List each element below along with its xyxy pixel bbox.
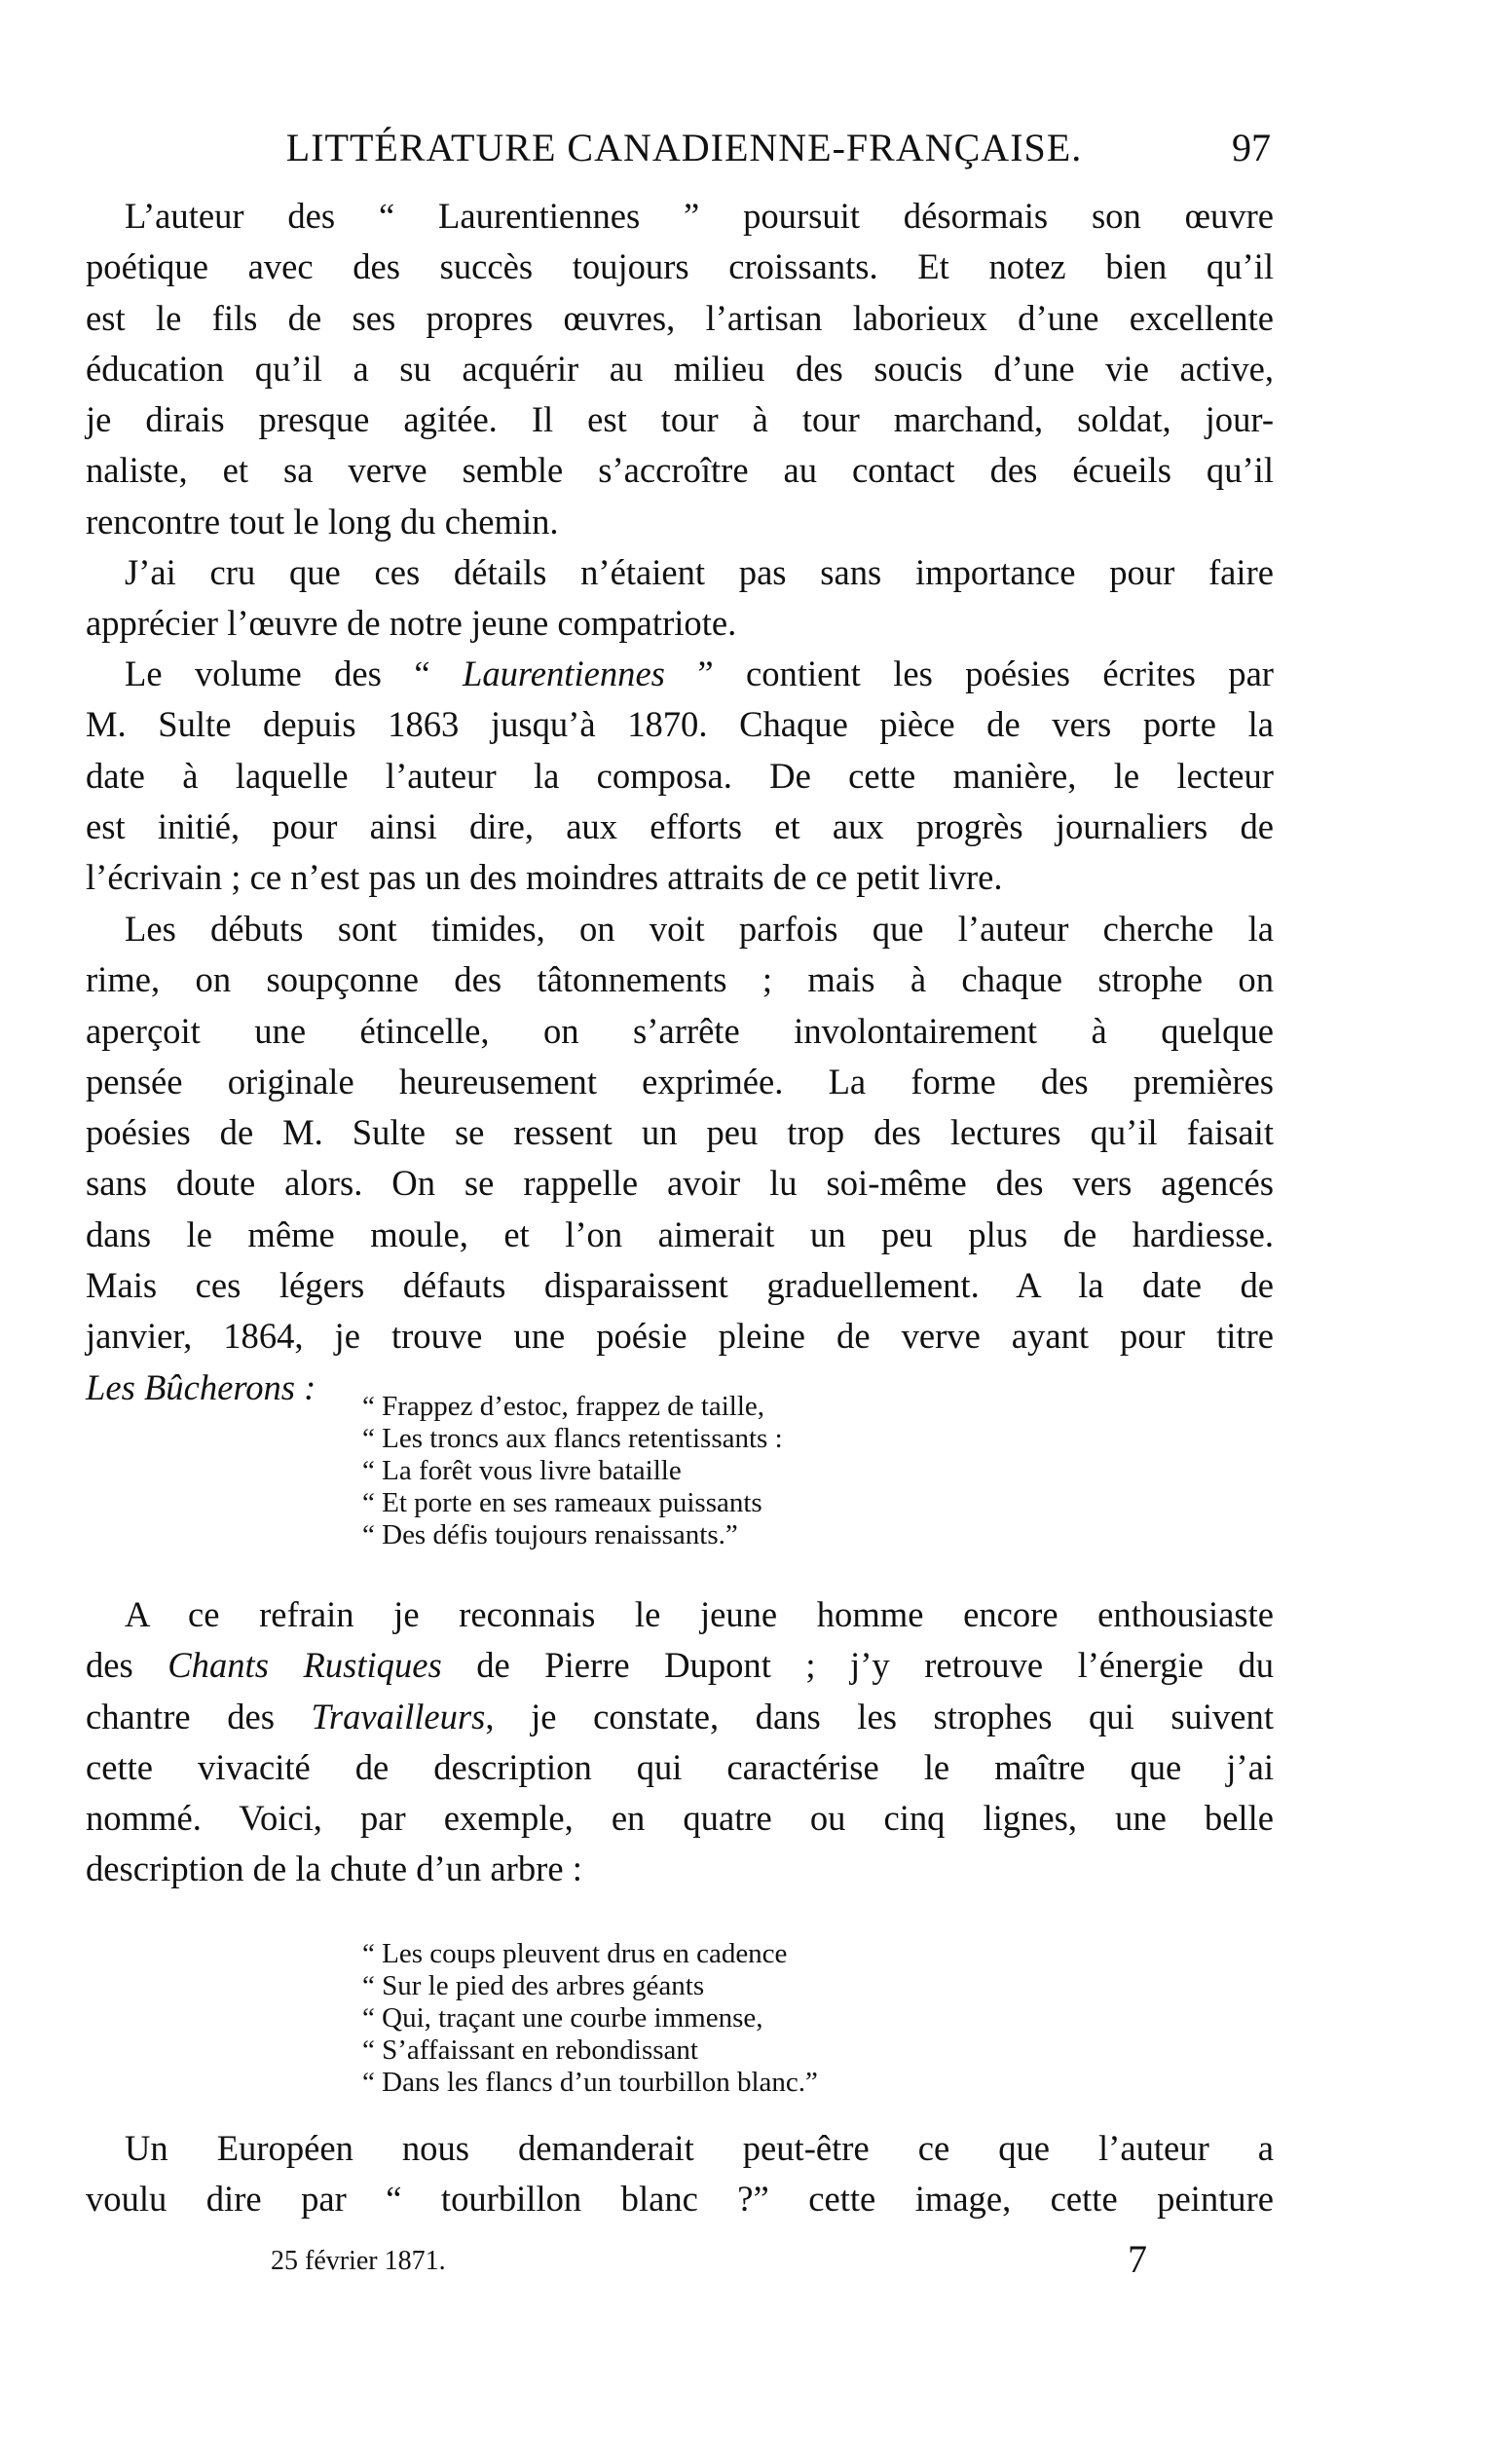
verse-line: “ Qui, traçant une courbe immense, — [362, 2002, 763, 2034]
text-fragment: ” contient les poésies écrites par — [664, 653, 1274, 693]
text-line: cette vivacité de description qui caractérise le maître que j’ai — [86, 1746, 1274, 1787]
text-fragment: chantre des — [86, 1696, 312, 1736]
text-line: voulu dire par “ tourbillon blanc ?” cette image, cette peinture — [86, 2179, 1274, 2220]
running-title: LITTÉRATURE CANADIENNE-FRANÇAISE. — [285, 126, 1083, 169]
text-line: L’auteur des “ Laurentiennes ” poursuit désormais son œuvre — [125, 196, 1274, 236]
text-line — [86, 649, 1274, 699]
text-line: poétique avec des succès toujours croissants. Et notez bien qu’il — [86, 246, 1274, 287]
text-fragment: de Pierre Dupont ; j’y retrouve l’énergie du — [441, 1645, 1274, 1686]
text-line: pensée originale heureusement exprimée. La forme des premières — [86, 1061, 1274, 1101]
text-line: nommé. Voici, par exemple, en quatre ou cinq lignes, une belle — [86, 1798, 1274, 1839]
text-fragment: , je constate, dans les strophes qui suivent — [485, 1696, 1274, 1736]
signature-mark: 7 — [1128, 2237, 1147, 2281]
text-line: rencontre tout le long du chemin. — [86, 501, 559, 541]
text-line: est initié, pour ainsi dire, aux efforts et aux progrès journaliers de — [86, 805, 1274, 846]
text-line: dans le même moule, et l’on aimerait un peu plus de hardiesse. — [86, 1213, 1274, 1254]
text-line: je dirais presque agitée. Il est tour à tour marchand, soldat, jour- — [86, 399, 1274, 440]
verse-quote-1 — [362, 1391, 783, 1551]
text-line: Mais ces légers défauts disparaissent graduellement. A la date de — [86, 1265, 1274, 1306]
paragraph-5 — [86, 1589, 1274, 1895]
text-line: Les débuts sont timides, on voit parfois que l’auteur cherche la — [125, 909, 1274, 949]
verse-line: “ Frappez d’estoc, frappez de taille, — [362, 1391, 765, 1422]
book-title: Laurentiennes — [462, 653, 665, 693]
verse-line: “ Les coups pleuvent drus en cadence — [362, 1938, 788, 1969]
text-line: M. Sulte depuis 1863 jusqu’à 1870. Chaque pièce de vers porte la — [86, 704, 1274, 745]
text-line: janvier, 1864, je trouve une poésie pleine de verve ayant pour titre — [86, 1316, 1274, 1357]
text-line: est le fils de ses propres œuvres, l’artisan laborieux d’une excellente — [86, 297, 1274, 338]
text-fragment: Le volume des “ — [125, 653, 463, 693]
text-line: naliste, et sa verve semble s’accroître au contact des écueils qu’il — [86, 450, 1274, 491]
text-line: A ce refrain je reconnais le jeune homme encore enthousiaste — [125, 1594, 1274, 1634]
page-number: 97 — [1232, 126, 1271, 169]
text-line: date à laquelle l’auteur la composa. De cette manière, le lecteur — [86, 755, 1274, 796]
paragraph-6 — [86, 2123, 1274, 2225]
verse-quote-2 — [362, 1938, 818, 2099]
verse-line: “ Sur le pied des arbres géants — [362, 1970, 705, 2001]
verse-line: “ Des défis toujours renaissants.” — [362, 1519, 738, 1550]
paragraph-1 — [86, 191, 1274, 547]
text-fragment: des — [86, 1645, 168, 1686]
text-line — [86, 1640, 1274, 1691]
verse-line: “ La forêt vous livre bataille — [362, 1455, 682, 1486]
verse-line: “ Et porte en ses rameaux puissants — [362, 1487, 762, 1518]
text-line — [86, 1692, 1274, 1742]
paragraph-4 — [86, 904, 1274, 1413]
work-title: Chants Rustiques — [167, 1645, 442, 1686]
text-line: apprécier l’œuvre de notre jeune compatriote. — [86, 603, 737, 644]
text-line: J’ai cru que ces détails n’étaient pas sans importance pour faire — [125, 552, 1274, 592]
text-line: sans doute alors. On se rappelle avoir lu soi-même des vers agencés — [86, 1163, 1274, 1204]
paragraph-2 — [86, 547, 1274, 650]
text-line: Un Européen nous demanderait peut-être ce que l’auteur a — [125, 2128, 1274, 2168]
text-line: aperçoit une étincelle, on s’arrête involontairement à quelque — [86, 1010, 1274, 1051]
work-title: Travailleurs — [311, 1696, 486, 1736]
poem-title: Les Bûcherons : — [86, 1366, 316, 1407]
text-line: poésies de M. Sulte se ressent un peu trop des lectures qu’il faisait — [86, 1112, 1274, 1153]
text-line: l’écrivain ; ce n’est pas un des moindres attraits de ce petit livre. — [86, 857, 1003, 898]
verse-line: “ Les troncs aux flancs retentissants : — [362, 1423, 783, 1454]
footer-date: 25 février 1871. — [271, 2246, 446, 2276]
verse-line: “ Dans les flancs d’un tourbillon blanc.” — [362, 2067, 818, 2098]
text-line: éducation qu’il a su acquérir au milieu des soucis d’une vie active, — [86, 348, 1274, 389]
paragraph-3 — [86, 649, 1274, 903]
text-line: rime, on soupçonne des tâtonnements ; mais à chaque strophe on — [86, 959, 1274, 1000]
page-header — [224, 125, 1271, 173]
verse-line: “ S’affaissant en rebondissant — [362, 2035, 698, 2066]
text-line: description de la chute d’un arbre : — [86, 1848, 582, 1889]
